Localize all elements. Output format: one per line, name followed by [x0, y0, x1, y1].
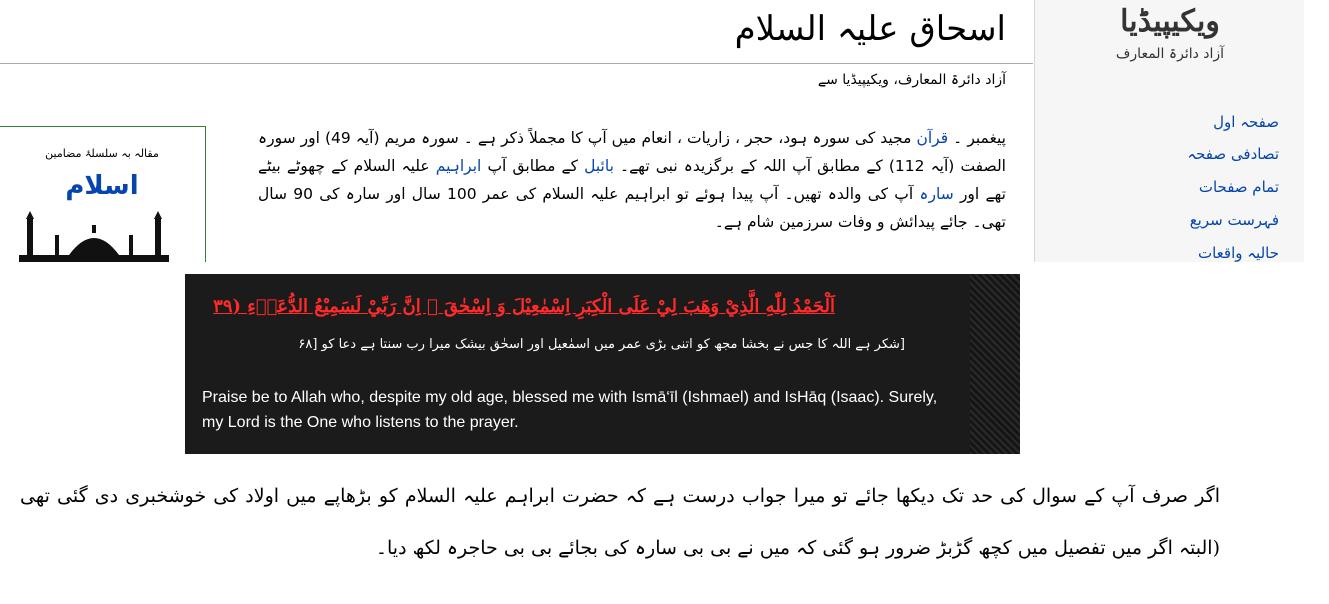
wikipedia-logo-text[interactable]: ویکیپیڈیا	[1120, 4, 1220, 39]
page-tagline: آزاد دائرۃ المعارف، ویکیپیڈیا سے	[817, 72, 1006, 88]
link-bible[interactable]: بائبل	[584, 157, 614, 175]
sidebar-item-quick-index[interactable]: فہرست سریع	[1189, 211, 1279, 229]
infobox-title[interactable]: اسلام	[65, 171, 139, 201]
body-text-4: علیہ السلام کے چھوٹے بیٹے تھے اور	[258, 157, 1006, 203]
page-title: اسحاق علیہ السلام	[734, 9, 1006, 49]
quote-panel-pattern	[970, 274, 1020, 454]
link-sarah[interactable]: سارہ	[919, 185, 954, 203]
sidebar-item-random[interactable]: تصادفی صفحہ	[1187, 145, 1279, 163]
infobox-islam	[0, 126, 206, 262]
title-divider	[0, 63, 1033, 64]
comment-text: اگر صرف آپ کے سوال کی حد تک دیکھا جائے تو میرا جواب درست ہے کہ حضرت ابراہم علیہ السلام کو بڑھاپے میں اولاد کی خوشخبری دی گئی تھی (البتہ اگر میں تفصیل میں کچھ گڑبڑ ضرور ہو گئی کہ میں نے بی بی سارہ کی بجائے بی بی حاجرہ لکھ دیا۔	[20, 485, 1220, 559]
article-body	[258, 124, 1006, 236]
body-text-1: پیغمبر ۔	[948, 129, 1006, 147]
infobox-subtitle: مقالہ بہ سلسلۂ مضامین	[45, 147, 159, 160]
edge-strip	[1304, 0, 1329, 262]
quran-verse-english-translation: Praise be to Allah who, despite my old age, blessed me with Ismā‘īl (Ishmael) and IsHāq (Isaac). Surely, my Lord is the One who listens to the prayer.	[202, 389, 938, 431]
wikipedia-logo-subtitle: آزاد دائرۃ المعارف	[1115, 46, 1225, 62]
link-ibrahim[interactable]: ابراہیم	[435, 157, 482, 175]
link-quran[interactable]: قرآن	[916, 129, 949, 147]
sidebar-item-main-page[interactable]: صفحہ اول	[1213, 113, 1279, 131]
mosque-icon	[19, 211, 169, 262]
quran-verse-arabic: اَلْحَمْدُ لِلّٰهِ الَّذِيْ وَهَبَ لِيْ عَلَى الْكِبَرِ اِسْمٰعِيْلَ وَ اِسْحٰقَ ۭ اِنَّ رَبِّيْ لَسَمِيْعُ الدُّعَاۗءِ (٣٩	[213, 296, 835, 317]
quran-verse-urdu-translation: [شکر ہے اللہ کا جس نے بخشا مجھ کو اتنی بڑی عمر میں اسمٰعیل اور اسحٰق بیشک میرا رب سنتا ہے دعا کو [۶۸	[298, 337, 905, 352]
body-text-5: آپ کی والدہ تھیں۔ آپ پیدا ہوئے تو ابراہیم علیہ السلام کی عمر 100 سال اور سارہ کی 90 سال تھی۔ جائے پیدائش و وفات سرزمین شام ہے۔	[258, 185, 1006, 231]
sidebar-item-all-pages[interactable]: تمام صفحات	[1198, 178, 1279, 196]
body-text-3: کے مطابق آپ	[481, 157, 585, 175]
sidebar	[1034, 0, 1305, 262]
sidebar-item-current-events[interactable]: حالیہ واقعات	[1197, 244, 1279, 262]
wikipedia-page	[0, 0, 1329, 262]
body-text-2: مجید کی سورہ ہود، حجر ، زاریات ، انعام میں آپ کا مجملاً ذکر ہے ۔ سورہ مریم (آیہ 49) اور سورہ الصفت (آیہ 112) کے مطابق آپ اللہ کے برگزیدہ نبی تھے۔	[258, 129, 1006, 175]
